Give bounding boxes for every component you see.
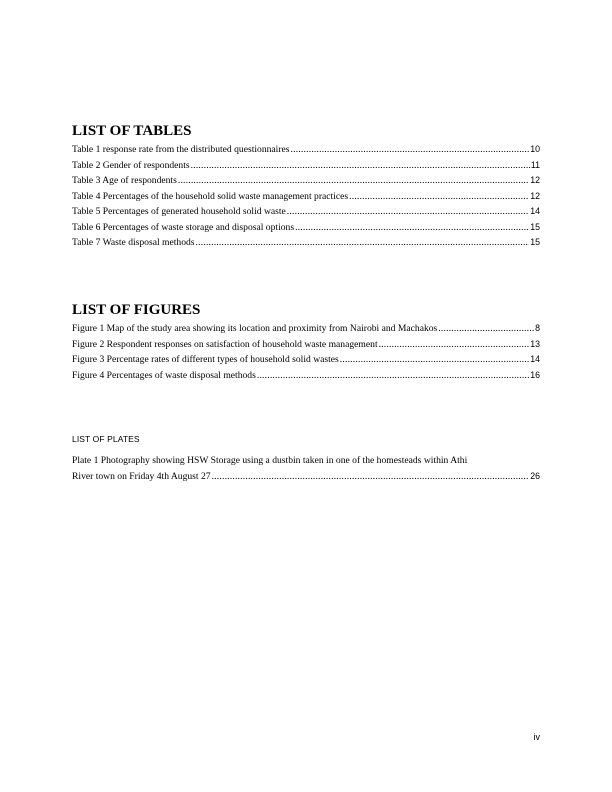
entry-page-number: 12 bbox=[530, 175, 540, 185]
toc-entry-figure-4[interactable] bbox=[72, 368, 540, 384]
toc-entry-table-5[interactable] bbox=[72, 204, 540, 220]
entry-title: River town on Friday 4th August 27 bbox=[72, 470, 211, 482]
list-of-plates-heading: LIST OF PLATES bbox=[72, 434, 140, 444]
entry-page-number: 15 bbox=[530, 237, 540, 247]
toc-entry-figure-1[interactable] bbox=[72, 321, 540, 337]
toc-entry-table-6[interactable] bbox=[72, 220, 540, 236]
list-of-figures-heading: LIST OF FIGURES bbox=[72, 302, 201, 318]
dot-leader bbox=[178, 174, 529, 189]
dot-leader bbox=[191, 159, 530, 174]
entry-page-number: 14 bbox=[530, 206, 540, 216]
toc-entry-figure-2[interactable] bbox=[72, 337, 540, 353]
entry-page-number: 13 bbox=[530, 338, 540, 349]
dot-leader bbox=[349, 190, 529, 205]
toc-entry-table-7[interactable] bbox=[72, 235, 540, 251]
entry-page-number: 8 bbox=[535, 323, 540, 333]
list-of-tables-heading: LIST OF TABLES bbox=[72, 123, 192, 139]
dot-leader bbox=[287, 205, 529, 220]
dot-leader bbox=[291, 143, 530, 158]
entry-title: Table 6 Percentages of waste storage and disposal options bbox=[72, 221, 295, 233]
entry-page-number: 10 bbox=[530, 144, 540, 154]
dot-leader bbox=[379, 338, 530, 353]
toc-entry-table-3[interactable] bbox=[72, 173, 540, 189]
entry-title: Table 7 Waste disposal methods bbox=[72, 237, 195, 248]
toc-entry-plate-1[interactable] bbox=[72, 454, 540, 484]
entry-page-number: 15 bbox=[530, 221, 540, 232]
toc-entry-table-2[interactable] bbox=[72, 158, 540, 174]
entry-title: Table 2 Gender of respondents bbox=[72, 159, 190, 171]
dot-leader bbox=[340, 353, 529, 368]
entry-title: Figure 3 Percentage rates of different types of household solid wastes bbox=[72, 354, 339, 365]
entry-title: Table 3 Age of respondents bbox=[72, 175, 177, 186]
toc-entry-table-4[interactable] bbox=[72, 189, 540, 205]
entry-title-line-2 bbox=[72, 469, 540, 485]
dot-leader bbox=[196, 236, 530, 251]
entry-page-number: 16 bbox=[530, 369, 540, 380]
page-number: iv bbox=[533, 732, 540, 742]
dot-leader bbox=[438, 322, 534, 337]
entry-title: Figure 2 Respondent responses on satisfaction of household waste management bbox=[72, 338, 378, 350]
toc-entry-figure-3[interactable] bbox=[72, 352, 540, 368]
entry-page-number: 26 bbox=[530, 470, 540, 481]
entry-page-number: 12 bbox=[530, 190, 540, 201]
list-of-tables-section bbox=[72, 122, 540, 251]
dot-leader bbox=[295, 221, 529, 236]
entry-title: Figure 4 Percentages of waste disposal methods bbox=[72, 369, 256, 381]
entry-page-number: 14 bbox=[530, 354, 540, 364]
list-of-figures-section bbox=[72, 301, 540, 383]
entry-title: Table 1 response rate from the distributed questionnaires bbox=[72, 144, 290, 155]
entry-page-number: 11 bbox=[530, 159, 540, 170]
entry-title: Table 5 Percentages of generated household solid waste bbox=[72, 206, 286, 217]
dot-leader bbox=[257, 369, 529, 384]
entry-title-line-1: Plate 1 Photography showing HSW Storage using a dustbin taken in one of the homesteads within Athi bbox=[72, 455, 468, 466]
entry-title: Table 4 Percentages of the household solid waste management practices bbox=[72, 190, 349, 202]
toc-entry-table-1[interactable] bbox=[72, 142, 540, 158]
dot-leader bbox=[212, 470, 530, 485]
entry-title: Figure 1 Map of the study area showing its location and proximity from Nairobi and Machakos bbox=[72, 323, 438, 334]
list-of-plates-section bbox=[72, 433, 540, 484]
